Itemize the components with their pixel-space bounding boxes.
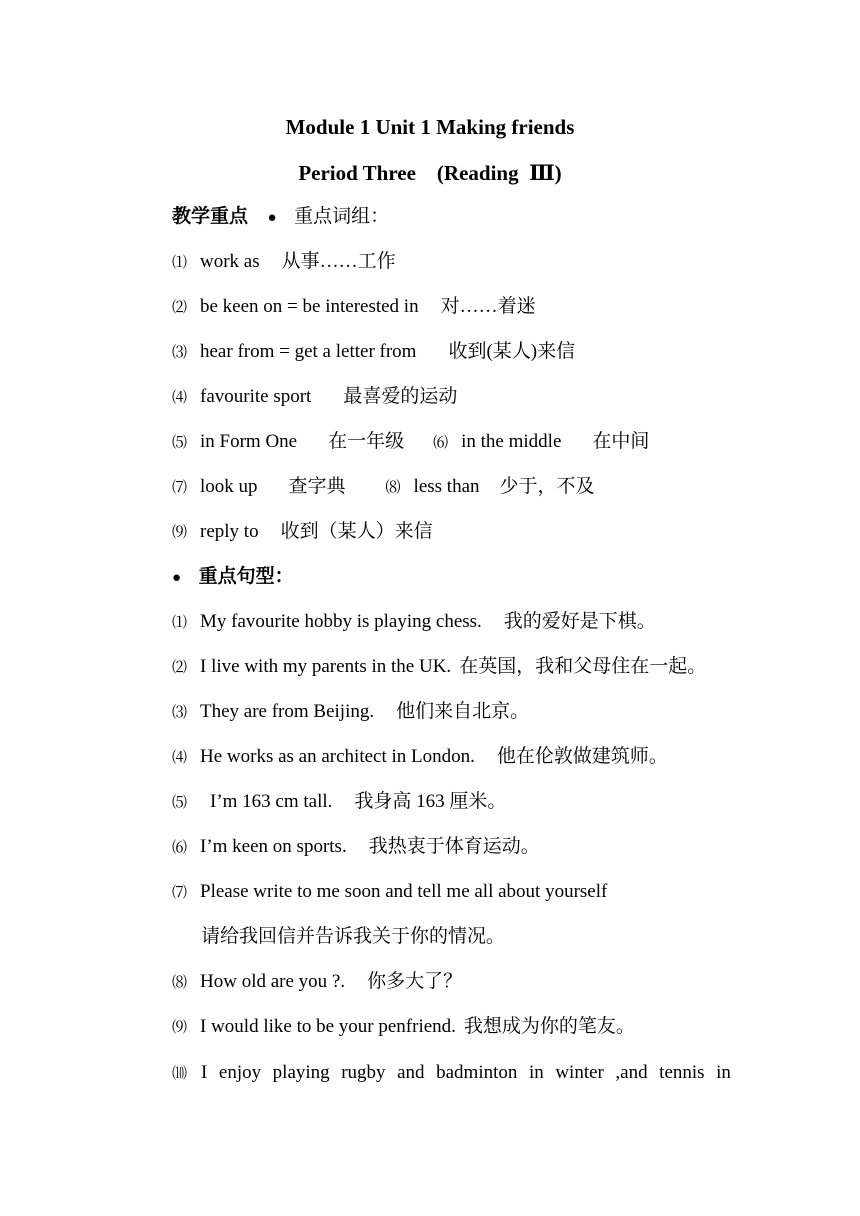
word: in: [528, 1062, 544, 1083]
item-number: ⑶: [172, 705, 188, 721]
phrase-chinese: 最喜爱的运动: [343, 386, 458, 407]
sentence-chinese: 他们来自北京。: [396, 701, 530, 722]
sentence-english-justified: [201, 1060, 731, 1086]
item-number: ⑻: [172, 975, 188, 991]
phrase-item: [172, 429, 649, 456]
word: winter: [555, 1062, 604, 1083]
phrase-chinese: 收到(某人)来信: [448, 341, 576, 362]
sentence-chinese: 你多大了？: [367, 971, 463, 992]
sentence-item: [172, 834, 540, 861]
item-number: ⑷: [172, 750, 188, 766]
word: and: [397, 1062, 425, 1083]
word: I: [201, 1062, 208, 1083]
sentence-item: [172, 744, 668, 771]
phrase-chinese: 少于，不及: [499, 476, 595, 497]
item-number: ⑽: [172, 1066, 188, 1082]
bullet-icon: ●: [172, 570, 182, 586]
phrase-english: in Form One: [200, 431, 298, 452]
sentence-chinese: 他在伦敦做建筑师。: [496, 746, 668, 767]
sentences-heading: 重点句型：: [198, 566, 294, 587]
item-number: ⑴: [172, 255, 188, 271]
section-heading-phrases: [172, 204, 389, 231]
sentence-item: [172, 969, 462, 996]
phrase-english: look up: [200, 476, 258, 497]
section-heading-sentences: [172, 564, 294, 591]
item-number: ⑵: [172, 300, 188, 316]
phrase-item: [172, 294, 536, 321]
item-number: ⑻: [385, 480, 401, 496]
phrase-item: [172, 249, 396, 276]
phrase-chinese: 查字典: [288, 476, 346, 497]
phrase-english: favourite sport: [200, 386, 312, 407]
phrase-item: [172, 474, 595, 501]
sentence-item-number: [172, 1060, 200, 1087]
sentence-english: I’m keen on sports.: [200, 836, 347, 857]
item-number: ⑴: [172, 615, 188, 631]
item-number: ⑹: [172, 840, 188, 856]
phrase-english: less than: [413, 476, 480, 497]
item-number: ⑺: [172, 480, 188, 496]
sentence-item: [172, 609, 656, 636]
phrase-english: work as: [200, 251, 260, 272]
word: playing: [272, 1062, 330, 1083]
item-number: ⑺: [172, 885, 188, 901]
sentence-english: Please write to me soon and tell me all about yourself: [200, 881, 608, 902]
sentence-chinese: 我想成为你的笔友。: [463, 1016, 635, 1037]
phrases-heading: 重点词组：: [294, 206, 390, 227]
sentence-chinese-continued: 请给我回信并告诉我关于你的情况。: [201, 926, 506, 947]
sentence-chinese: 在英国，我和父母住在一起。: [459, 656, 707, 677]
section-label: 教学重点: [172, 206, 249, 227]
word: in: [716, 1062, 731, 1083]
sentence-item: [172, 654, 706, 681]
phrase-item: [172, 339, 575, 366]
phrase-english: in the middle: [461, 431, 562, 452]
sentence-chinese: 我身高 163 厘米。: [354, 791, 507, 812]
sentence-english: How old are you ?.: [200, 971, 346, 992]
phrase-chinese: 从事……工作: [281, 251, 396, 272]
phrase-chinese: 在一年级: [328, 431, 405, 452]
document-subtitle: Period Three (Reading Ⅲ): [298, 161, 562, 185]
document-title: Module 1 Unit 1 Making friends: [285, 115, 575, 139]
item-number: ⑵: [172, 660, 188, 676]
bullet-icon: ●: [267, 210, 277, 226]
sentence-item: [172, 699, 529, 726]
item-number: ⑶: [172, 345, 188, 361]
item-number: ⑼: [172, 1020, 188, 1036]
sentence-item: [172, 789, 506, 816]
sentence-english: I’m 163 cm tall.: [210, 791, 333, 812]
phrase-item: [172, 384, 457, 411]
sentence-item: [172, 879, 607, 906]
word: enjoy: [218, 1062, 262, 1083]
sentence-english: My favourite hobby is playing chess.: [200, 611, 482, 632]
phrase-english: hear from = get a letter from: [200, 341, 417, 362]
phrase-chinese: 对……着迷: [440, 296, 536, 317]
item-number: ⑸: [172, 795, 188, 811]
phrase-chinese: 在中间: [592, 431, 650, 452]
word: rugby: [341, 1062, 386, 1083]
word: ,and: [615, 1062, 648, 1083]
item-number: ⑸: [172, 435, 188, 451]
phrase-item: [172, 519, 433, 546]
phrase-english: be keen on = be interested in: [200, 296, 419, 317]
item-number: ⑷: [172, 390, 188, 406]
sentence-item: [172, 1014, 635, 1041]
word: tennis: [659, 1062, 705, 1083]
sentence-english: I would like to be your penfriend.: [200, 1016, 456, 1037]
sentence-chinese: 我热衷于体育运动。: [368, 836, 540, 857]
sentence-english: They are from Beijing.: [200, 701, 375, 722]
sentence-english: I live with my parents in the UK.: [200, 656, 452, 677]
phrase-chinese: 收到（某人）来信: [280, 521, 433, 542]
sentence-chinese: 我的爱好是下棋。: [503, 611, 656, 632]
item-number: ⑼: [172, 525, 188, 541]
word: badminton: [436, 1062, 518, 1083]
sentence-english: He works as an architect in London.: [200, 746, 475, 767]
phrase-english: reply to: [200, 521, 259, 542]
item-number: ⑹: [433, 435, 449, 451]
